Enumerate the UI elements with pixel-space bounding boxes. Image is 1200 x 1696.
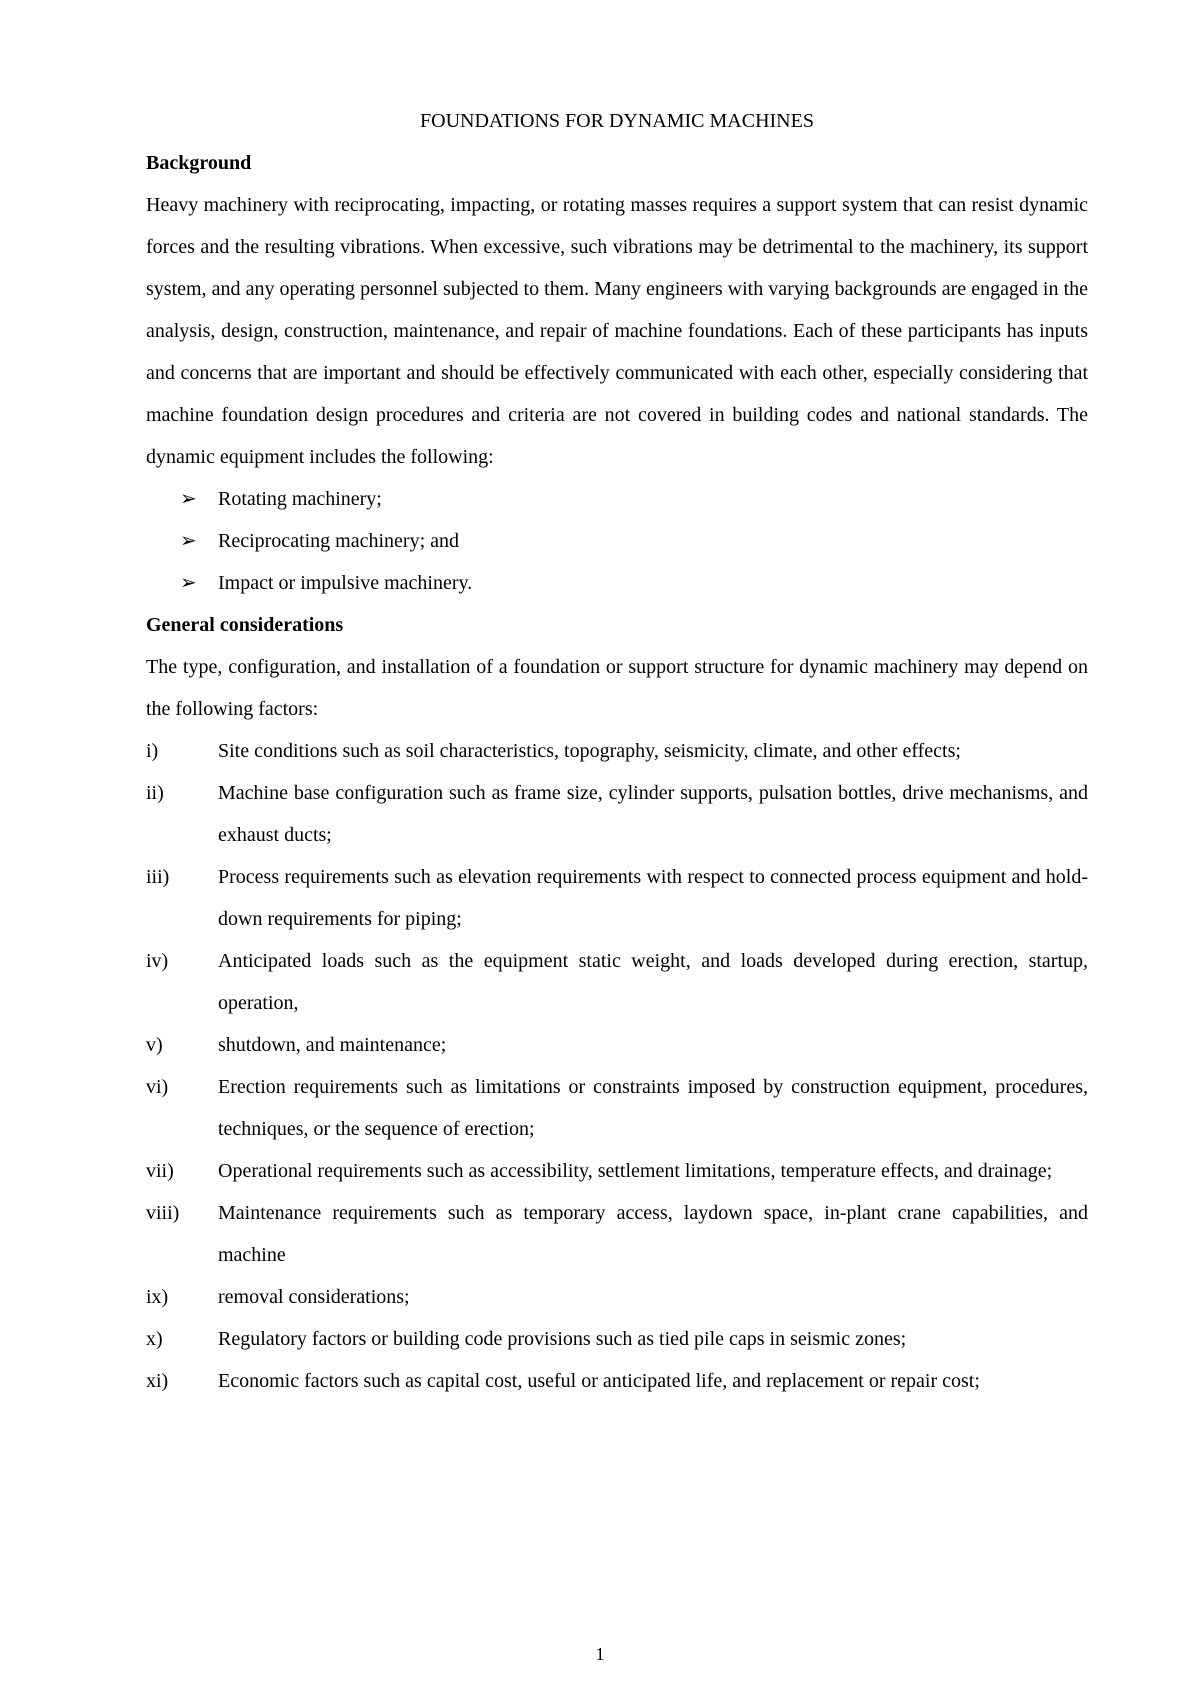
list-item	[146, 1150, 1088, 1192]
list-item	[146, 1066, 1088, 1150]
list-number: vi)	[146, 1076, 169, 1098]
list-item	[146, 940, 1088, 1024]
factor-text: Site conditions such as soil characteristics, topography, seismicity, climate, and other effects;	[218, 740, 961, 762]
arrow-bullet-icon: ➢	[180, 572, 197, 594]
factor-text: removal considerations;	[218, 1286, 410, 1308]
list-number: iii)	[146, 866, 170, 888]
factors-list	[146, 730, 1088, 1402]
factor-text: Maintenance requirements such as temporary access, laydown space, in-plant crane capabilities, and machine	[218, 1202, 1088, 1266]
list-item	[146, 1276, 1088, 1318]
list-item	[146, 562, 1088, 604]
arrow-bullet-icon: ➢	[180, 530, 197, 552]
list-number: vii)	[146, 1160, 174, 1182]
list-number: iv)	[146, 950, 169, 972]
factor-text: Anticipated loads such as the equipment static weight, and loads developed during erection, startup, operation,	[218, 950, 1088, 1014]
factor-text: Process requirements such as elevation requirements with respect to connected process equipment and hold-down requirements for piping;	[218, 866, 1088, 930]
list-item	[146, 478, 1088, 520]
factor-text: Regulatory factors or building code provisions such as tied pile caps in seismic zones;	[218, 1328, 907, 1350]
list-number: viii)	[146, 1202, 180, 1224]
section-heading-general-considerations: General considerations	[146, 614, 344, 636]
factor-text: Operational requirements such as accessibility, settlement limitations, temperature effects, and drainage;	[218, 1160, 1053, 1182]
list-item	[146, 856, 1088, 940]
list-item	[146, 730, 1088, 772]
section-heading-background: Background	[146, 152, 252, 174]
page-title: FOUNDATIONS FOR DYNAMIC MACHINES	[420, 110, 814, 132]
general-paragraph: The type, configuration, and installation of a foundation or support structure for dynamic machinery may depend on the following factors:	[146, 656, 1088, 720]
list-number: x)	[146, 1328, 163, 1350]
factor-text: shutdown, and maintenance;	[218, 1034, 447, 1056]
list-number: v)	[146, 1034, 163, 1056]
bullet-text: Impact or impulsive machinery.	[218, 572, 473, 594]
document-page	[146, 100, 1088, 1402]
list-number: xi)	[146, 1370, 169, 1392]
list-item	[146, 1024, 1088, 1066]
list-number: ii)	[146, 782, 164, 804]
list-number: ix)	[146, 1286, 169, 1308]
list-number: i)	[146, 740, 159, 762]
factor-text: Economic factors such as capital cost, useful or anticipated life, and replacement or repair cost;	[218, 1370, 980, 1392]
list-item	[146, 1318, 1088, 1360]
background-paragraph: Heavy machinery with reciprocating, impacting, or rotating masses requires a support system that can resist dynamic forces and the resulting vibrations. When excessive, such vibrations may be detrimental to the machinery, its support system, and any operating personnel subjected to them. Many engineers with varying backgrounds are engaged in the analysis, design, construction, maintenance, and repair of machine foundations. Each of these participants has inputs and concerns that are important and should be effectively communicated with each other, especially considering that machine foundation design procedures and criteria are not covered in building codes and national standards. The dynamic equipment includes the following:	[146, 194, 1088, 468]
arrow-bullet-icon: ➢	[180, 488, 197, 510]
list-item	[146, 1360, 1088, 1402]
factor-text: Erection requirements such as limitations or constraints imposed by construction equipment, procedures, techniques, or the sequence of erection;	[218, 1076, 1088, 1140]
bullet-text: Reciprocating machinery; and	[218, 530, 460, 552]
list-item	[146, 520, 1088, 562]
page-number: 1	[595, 1644, 605, 1664]
bullet-text: Rotating machinery;	[218, 488, 382, 510]
list-item	[146, 1192, 1088, 1276]
list-item	[146, 772, 1088, 856]
equipment-bullet-list	[146, 478, 1088, 604]
factor-text: Machine base configuration such as frame size, cylinder supports, pulsation bottles, drive mechanisms, and exhaust ducts;	[218, 782, 1088, 846]
